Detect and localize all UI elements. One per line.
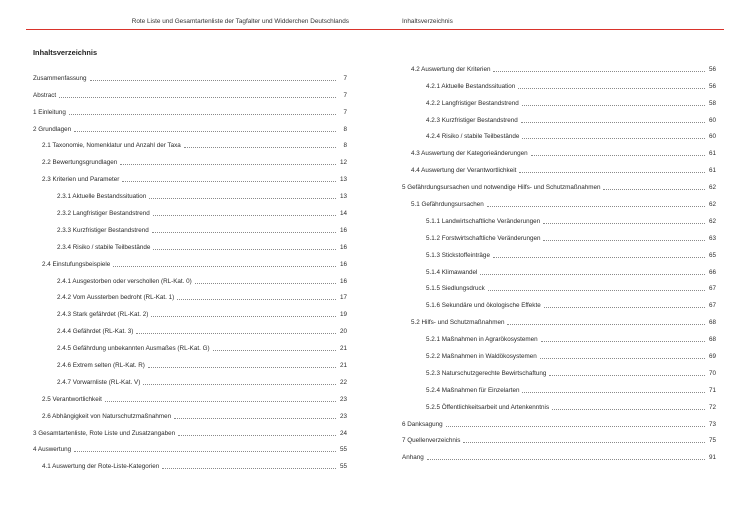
toc-entry-page-number: 20 xyxy=(339,328,347,336)
toc-entry-page-number: 16 xyxy=(339,243,347,251)
dot-leader xyxy=(184,147,336,148)
toc-entry-label: 2.4 Einstufungsbeispiele xyxy=(42,260,111,268)
toc-entry-page-number: 68 xyxy=(708,319,716,327)
toc-entry-label: 2.4.5 Gefährdung unbekannten Ausmaßes (RL-Kat. G) xyxy=(57,345,210,353)
dot-leader xyxy=(531,155,705,156)
toc-entry[interactable] xyxy=(402,412,716,429)
toc-entry[interactable] xyxy=(33,454,347,471)
toc-entry[interactable] xyxy=(402,361,716,378)
dot-leader xyxy=(59,97,336,98)
toc-entry-page-number: 69 xyxy=(708,353,716,361)
toc-entry-label: 5.1.6 Sekundäre und ökologische Effekte xyxy=(426,302,541,310)
toc-entry-page-number: 68 xyxy=(708,336,716,344)
dot-leader xyxy=(174,418,336,419)
dot-leader xyxy=(69,114,336,115)
toc-entry-page-number: 55 xyxy=(339,446,347,454)
toc-entry-label: 2.2 Bewertungsgrundlagen xyxy=(42,159,118,167)
toc-entry-label: 2.4.4 Gefährdet (RL-Kat. 3) xyxy=(57,328,134,336)
right-page xyxy=(375,0,750,530)
toc-entry-page-number: 60 xyxy=(708,133,716,141)
dot-leader xyxy=(519,172,705,173)
toc-entry[interactable] xyxy=(33,167,347,184)
toc-entry[interactable] xyxy=(402,429,716,446)
toc-entry-label: 6 Danksagung xyxy=(402,420,443,428)
dot-leader xyxy=(153,215,336,216)
toc-entry[interactable] xyxy=(402,108,716,125)
toc-entry[interactable] xyxy=(402,260,716,277)
dot-leader xyxy=(120,164,336,165)
toc-entry[interactable] xyxy=(33,302,347,319)
toc-entry-label: 2.3.4 Risiko / stabile Teilbestände xyxy=(57,243,151,251)
dot-leader xyxy=(521,122,705,123)
toc-entry-page-number: 7 xyxy=(343,91,347,99)
toc-entry[interactable] xyxy=(33,83,347,100)
toc-entry-page-number: 67 xyxy=(708,302,716,310)
dot-leader xyxy=(549,375,705,376)
dot-leader xyxy=(543,240,705,241)
toc-entry-label: 2.4.7 Vorwarnliste (RL-Kat. V) xyxy=(57,378,141,386)
toc-entry[interactable] xyxy=(402,57,716,74)
toc-entry-page-number: 56 xyxy=(708,65,716,73)
toc-entry-page-number: 17 xyxy=(339,294,347,302)
dot-leader xyxy=(148,367,336,368)
toc-entry[interactable] xyxy=(33,218,347,235)
toc-entry-page-number: 70 xyxy=(708,369,716,377)
toc-entry[interactable] xyxy=(33,100,347,117)
dot-leader xyxy=(522,392,705,393)
dot-leader xyxy=(552,409,705,410)
toc-entry-label: 2.5 Verantwortlichkeit xyxy=(42,395,102,403)
toc-entry-page-number: 16 xyxy=(339,226,347,234)
toc-entry-label: 5 Gefährdungsursachen und notwendige Hilfs- und Schutzmaßnahmen xyxy=(402,184,601,192)
toc-entry-page-number: 8 xyxy=(343,142,347,150)
toc-entry-page-number: 24 xyxy=(339,429,347,437)
toc-entry[interactable] xyxy=(33,117,347,134)
dot-leader xyxy=(136,333,336,334)
dot-leader xyxy=(105,401,336,402)
toc-entry[interactable] xyxy=(402,91,716,108)
dot-leader xyxy=(540,358,705,359)
toc-entry-page-number: 13 xyxy=(339,176,347,184)
toc-entry-page-number: 62 xyxy=(708,184,716,192)
toc-entry-page-number: 16 xyxy=(339,277,347,285)
toc-entry[interactable] xyxy=(402,378,716,395)
toc-entry-page-number: 62 xyxy=(708,201,716,209)
toc-entry-label: 4.2.2 Langfristiger Bestandstrend xyxy=(426,99,519,107)
toc-entry-page-number: 23 xyxy=(339,395,347,403)
toc-entry-page-number: 61 xyxy=(708,167,716,175)
toc-entry-label: 4.3 Auswertung der Kategorieänderungen xyxy=(411,150,528,158)
toc-entry-label: 2.3.3 Kurzfristiger Bestandstrend xyxy=(57,226,149,234)
toc-entry[interactable] xyxy=(33,286,347,303)
toc-entry-label: 4 Auswertung xyxy=(33,446,72,454)
running-head-right: Inhaltsverzeichnis xyxy=(402,18,453,25)
dot-leader xyxy=(177,299,336,300)
dot-leader xyxy=(480,274,705,275)
toc-entry-label: Abstract xyxy=(33,91,57,99)
toc-entry-label: 5.2.5 Öffentlichkeitsarbeit und Artenkenntnis xyxy=(426,403,550,411)
toc-entry-page-number: 73 xyxy=(708,420,716,428)
toc-entry-label: 2.3 Kriterien und Parameter xyxy=(42,176,120,184)
dot-leader xyxy=(493,257,705,258)
toc-entry-label: 4.1 Auswertung der Rote-Liste-Kategorien xyxy=(42,463,160,471)
dot-leader xyxy=(90,80,336,81)
dot-leader xyxy=(544,307,705,308)
toc-entry-label: 2 Grundlagen xyxy=(33,125,72,133)
toc-entry[interactable] xyxy=(402,158,716,175)
toc-entry[interactable] xyxy=(33,353,347,370)
dot-leader xyxy=(152,232,336,233)
toc-entry[interactable] xyxy=(402,310,716,327)
toc-entry-label: 2.3.1 Aktuelle Bestandssituation xyxy=(57,193,147,201)
toc-entry-label: 5.2 Hilfs- und Schutzmaßnahmen xyxy=(411,319,505,327)
dot-leader xyxy=(507,324,705,325)
toc-entry-page-number: 58 xyxy=(708,99,716,107)
toc-entry-page-number: 71 xyxy=(708,386,716,394)
toc-entry-page-number: 62 xyxy=(708,217,716,225)
dot-leader xyxy=(195,283,336,284)
dot-leader xyxy=(446,426,705,427)
toc-entry-label: 5.2.2 Maßnahmen in Waldökosystemen xyxy=(426,353,537,361)
toc-entry[interactable] xyxy=(33,404,347,421)
toc-entry-label: 4.2.3 Kurzfristiger Bestandstrend xyxy=(426,116,518,124)
toc-entry-page-number: 23 xyxy=(339,412,347,420)
toc-entry-label: 3 Gesamtartenliste, Rote Liste und Zusatzangaben xyxy=(33,429,176,437)
toc-entry[interactable] xyxy=(33,387,347,404)
dot-leader xyxy=(162,468,336,469)
toc-entry-label: 5.1.1 Landwirtschaftliche Veränderungen xyxy=(426,217,541,225)
toc-entry-label: 5.1.3 Stickstoffeinträge xyxy=(426,251,490,259)
toc-entry-page-number: 7 xyxy=(343,74,347,82)
toc-entry-page-number: 22 xyxy=(339,378,347,386)
dot-leader xyxy=(488,290,705,291)
header-rule-left xyxy=(26,29,375,30)
dot-leader xyxy=(427,459,705,460)
toc-entry[interactable] xyxy=(33,66,347,83)
toc-entry-page-number: 21 xyxy=(339,345,347,353)
toc-entry[interactable] xyxy=(33,319,347,336)
toc-entry[interactable] xyxy=(33,201,347,218)
dot-leader xyxy=(518,88,705,89)
toc-entry[interactable] xyxy=(402,277,716,294)
toc-entry-page-number: 16 xyxy=(339,260,347,268)
toc-entry-label: 7 Quellenverzeichnis xyxy=(402,437,461,445)
toc-entry-page-number: 60 xyxy=(708,116,716,124)
toc-entry[interactable] xyxy=(402,243,716,260)
toc-entry[interactable] xyxy=(33,438,347,455)
dot-leader xyxy=(149,198,336,199)
toc-entry-label: 4.2 Auswertung der Kriterien xyxy=(411,65,491,73)
toc-entry[interactable] xyxy=(402,395,716,412)
toc-entry-page-number: 67 xyxy=(708,285,716,293)
toc-entry[interactable] xyxy=(402,226,716,243)
toc-entry-label: 5.1.4 Klimawandel xyxy=(426,268,478,276)
toc-entry-label: 5.1.2 Forstwirtschaftliche Veränderungen xyxy=(426,234,541,242)
dot-leader xyxy=(213,350,336,351)
toc-entry-page-number: 19 xyxy=(339,311,347,319)
toc-entry-label: 2.4.6 Extrem selten (RL-Kat. R) xyxy=(57,362,145,370)
toc-entry-label: 4.4 Auswertung der Verantwortlichkeit xyxy=(411,167,517,175)
dot-leader xyxy=(541,341,705,342)
dot-leader xyxy=(178,435,336,436)
dot-leader xyxy=(143,384,336,385)
dot-leader xyxy=(151,316,336,317)
toc-entry[interactable] xyxy=(402,175,716,192)
toc-entry-page-number: 14 xyxy=(339,210,347,218)
toc-entry-label: 4.2.1 Aktuelle Bestandssituation xyxy=(426,82,516,90)
toc-entry[interactable] xyxy=(33,184,347,201)
toc-entry-page-number: 21 xyxy=(339,362,347,370)
toc-entry-page-number: 72 xyxy=(708,403,716,411)
toc-entry-label: 2.1 Taxonomie, Nomenklatur und Anzahl der Taxa xyxy=(42,142,181,150)
toc-entry-label: 5.1.5 Siedlungsdruck xyxy=(426,285,485,293)
dot-leader xyxy=(74,131,336,132)
running-head-left: Rote Liste und Gesamtartenliste der Tagfalter und Widderchen Deutschlands xyxy=(131,18,349,25)
toc-entry-page-number: 91 xyxy=(708,454,716,462)
dot-leader xyxy=(522,138,705,139)
toc-entry-label: 5.2.4 Maßnahmen für Einzelarten xyxy=(426,386,520,394)
dot-leader xyxy=(603,189,705,190)
toc-entry[interactable] xyxy=(33,134,347,151)
toc-entry-label: 4.2.4 Risiko / stabile Teilbestände xyxy=(426,133,520,141)
toc-entry[interactable] xyxy=(402,445,716,462)
dot-leader xyxy=(463,442,705,443)
toc-entry[interactable] xyxy=(402,344,716,361)
toc-entry[interactable] xyxy=(402,293,716,310)
toc-entry[interactable] xyxy=(33,336,347,353)
toc-entry-page-number: 65 xyxy=(708,251,716,259)
toc-entry-page-number: 75 xyxy=(708,437,716,445)
toc-entry-label: 2.6 Abhängigkeit von Naturschutzmaßnahmen xyxy=(42,412,172,420)
toc-entry-label: 2.4.2 Vom Aussterben bedroht (RL-Kat. 1) xyxy=(57,294,175,302)
toc-entry-label: 5.2.3 Naturschutzgerechte Bewirtschaftung xyxy=(426,369,547,377)
toc-entry-label: 1 Einleitung xyxy=(33,108,66,116)
toc-entry[interactable] xyxy=(33,235,347,252)
toc-entry-page-number: 56 xyxy=(708,82,716,90)
toc-entry-page-number: 66 xyxy=(708,268,716,276)
toc-entry[interactable] xyxy=(33,269,347,286)
toc-entry-label: 2.3.2 Langfristiger Bestandstrend xyxy=(57,210,150,218)
toc-entry-label: 2.4.1 Ausgestorben oder verschollen (RL-Kat. 0) xyxy=(57,277,192,285)
toc-entry[interactable] xyxy=(33,252,347,269)
dot-leader xyxy=(493,71,705,72)
toc-entry-label: 5.1 Gefährdungsursachen xyxy=(411,201,484,209)
toc-entry[interactable] xyxy=(402,74,716,91)
toc-entry-label: 5.2.1 Maßnahmen in Agrarökosystemen xyxy=(426,336,538,344)
toc-entry-label: 2.4.3 Stark gefährdet (RL-Kat. 2) xyxy=(57,311,149,319)
toc-entry-page-number: 63 xyxy=(708,234,716,242)
toc-entry-page-number: 8 xyxy=(343,125,347,133)
toc-entry[interactable] xyxy=(33,150,347,167)
toc-list-left xyxy=(33,66,347,471)
toc-entry[interactable] xyxy=(402,327,716,344)
toc-entry-page-number: 7 xyxy=(343,108,347,116)
toc-heading: Inhaltsverzeichnis xyxy=(33,48,98,57)
toc-entry-label: Anhang xyxy=(402,454,424,462)
dot-leader xyxy=(74,451,336,452)
toc-list-right xyxy=(402,57,716,462)
dot-leader xyxy=(522,105,705,106)
toc-entry[interactable] xyxy=(402,209,716,226)
toc-entry-label: Zusammenfassung xyxy=(33,74,87,82)
toc-entry-page-number: 13 xyxy=(339,193,347,201)
toc-entry[interactable] xyxy=(33,421,347,438)
toc-entry-page-number: 12 xyxy=(339,159,347,167)
dot-leader xyxy=(153,249,336,250)
toc-entry[interactable] xyxy=(33,370,347,387)
toc-entry[interactable] xyxy=(402,125,716,142)
toc-entry[interactable] xyxy=(402,192,716,209)
dot-leader xyxy=(113,266,336,267)
toc-entry-page-number: 55 xyxy=(339,463,347,471)
dot-leader xyxy=(122,181,336,182)
header-rule-right xyxy=(375,29,724,30)
toc-entry-page-number: 61 xyxy=(708,150,716,158)
dot-leader xyxy=(487,206,705,207)
dot-leader xyxy=(543,223,705,224)
toc-entry[interactable] xyxy=(402,141,716,158)
